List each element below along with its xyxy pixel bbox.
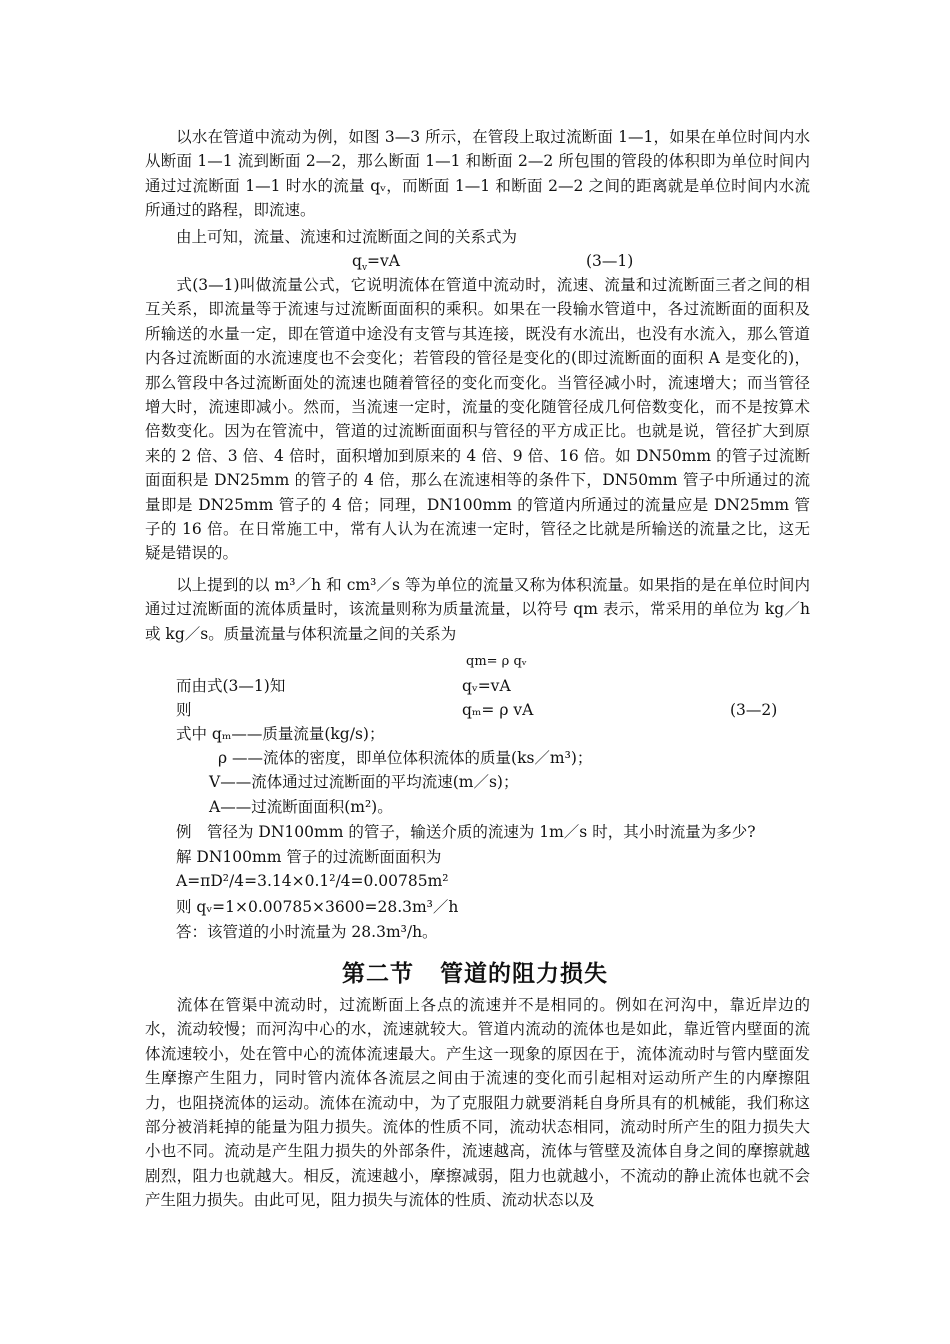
- paragraph-text: 以上提到的以 m³／h 和 cm³／s 等为单位的流量又称为体积流量。如果指的是在单位时间内通过过流断面的流体质量时，该流量则称为质量流量，以符号 qm 表示，常采用的单位为 kg／h 或 kg／s。质量流量与体积流量之间的关系为: [145, 576, 810, 643]
- equation-mass-flow: qₘ= ρ vA: [462, 701, 534, 719]
- formula-rhs: =vA: [367, 252, 400, 270]
- section-heading: [0, 955, 950, 988]
- formula-3-1: [352, 249, 400, 273]
- paragraph-resistance-loss: [145, 993, 810, 1213]
- section-title: 管道的阻力损失: [440, 961, 608, 987]
- paragraph-text: 以水在管道中流动为例，如图 3—3 所示，在管段上取过流断面 1—1，如果在单位时间内水从断面 1—1 流到断面 2—2，那么断面 1—1 和断面 2—2 所包围的管段的体积即为单位时间内通过过流断面 1—1 时水的流量 qᵥ，而断面 1—1 和断面 2—2 之间的距离就是单位时间内水流所通过的路程，即流速。: [145, 128, 810, 220]
- paragraph-relation-intro: [145, 225, 810, 249]
- section-number: 第二节: [342, 961, 414, 987]
- equation-volume-flow: qᵥ=vA: [462, 677, 511, 695]
- equation-label-from: 而由式(3—1)知: [176, 677, 286, 695]
- definition-velocity: V——流体通过过流断面的平均流速(m／s)；: [209, 773, 519, 791]
- paragraph-text: 式(3—1)叫做流量公式，它说明流体在管道中流动时，流速、流量和过流断面三者之间的相互关系，即流量等于流速与过流断面面积的乘积。如果在一段输水管道中，各过流断面的面积及所输送的水量一定，即在管道中途没有支管与其连接，既没有水流出，也没有水流入，那么管道内各过流断面的水流速度也不会变化；若管段的管径是变化的(即过流断面的面积 A 是变化的)，那么管段中各过流断面处的流速也随着管径的变化而变化。当管径减小时，流速增大；而当管径增大时，流速即减小。然而，当流速一定时，流量的变化随管径成几何倍数变化，而不是按算术倍数变化。因为在管流中，管道的过流断面面积与管径的平方成正比。也就是说，管径扩大到原来的 2 倍、3 倍、4 倍时，面积增加到原来的 4 倍、9 倍、16 倍。如 DN50mm 的管子过流断面面积是 DN25mm 的管子的 4 倍，那么在流速相等的条件下，DN50mm 管子中所通过的流量即是 DN25mm 管子的 4 倍；同理，DN100mm 的管道内所通过的流量应是 DN25mm 管子的 16 倍。在日常施工中，常有人认为在流速一定时，管径之比就是所输送的流量之比，这无疑是错误的。: [145, 276, 810, 563]
- example-flow-calc: 则 qᵥ=1×0.00785×3600=28.3m³／h: [176, 898, 459, 916]
- definition-rho: ρ ——流体的密度，即单位体积流体的质量(ks／m³)；: [218, 749, 593, 767]
- paragraph-flow-formula-explanation: [145, 273, 810, 566]
- definition-area: A——过流断面面积(m²)。: [209, 798, 393, 816]
- paragraph-flow-example: [145, 125, 810, 223]
- example-solution-intro: 解 DN100mm 管子的过流断面面积为: [176, 848, 442, 866]
- paragraph-text: 流体在管渠中流动时，过流断面上各点的流速并不是相同的。例如在河沟中，靠近岸边的水，流动较慢；而河沟中心的水，流速就较大。管道内流动的流体也是如此，靠近管内壁面的流体流速较小，处在管中心的流体流速最大。产生这一现象的原因在于，流体流动时与管内壁面发生摩擦产生阻力，同时管内流体各流层之间由于流速的变化而引起相对运动所产生的内摩擦阻力，也阻挠流体的运动。流体在流动中，为了克服阻力就要消耗自身所具有的机械能，我们称这部分被消耗掉的能量为阻力损失。流体的性质不同，流动状态相同，流动时所产生的阻力损失大小也不同。流动是产生阻力损失的外部条件，流速越高，流体与管壁及流体自身之间的摩擦就越剧烈，阻力也就越大。相反，流速越小，摩擦减弱，阻力也就越小，不流动的静止流体也就不会产生阻力损失。由此可见，阻力损失与流体的性质、流动状态以及: [145, 996, 810, 1210]
- paragraph-text: 由上可知，流量、流速和过流断面之间的关系式为: [176, 228, 518, 246]
- example-answer: 答：该管道的小时流量为 28.3m³/h。: [176, 923, 438, 941]
- formula-number-3-2: (3—2): [730, 701, 778, 719]
- formula-subscript: v: [361, 263, 368, 274]
- example-question: 例 管径为 DN100mm 的管子，输送介质的流速为 1m／s 时，其小时流量为多少?: [176, 823, 756, 841]
- equation-label-then: 则: [176, 701, 192, 719]
- example-area-calc: A=πD²/4=3.14×0.1²/4=0.00785m²: [176, 872, 449, 890]
- formula-lhs: q: [352, 252, 362, 270]
- paragraph-mass-flow: [145, 573, 810, 646]
- definition-qm: 式中 qₘ——质量流量(kg/s)；: [176, 725, 385, 743]
- formula-number-3-1: (3—1): [586, 252, 634, 270]
- equation-mass-density: qm= ρ qᵥ: [466, 654, 527, 669]
